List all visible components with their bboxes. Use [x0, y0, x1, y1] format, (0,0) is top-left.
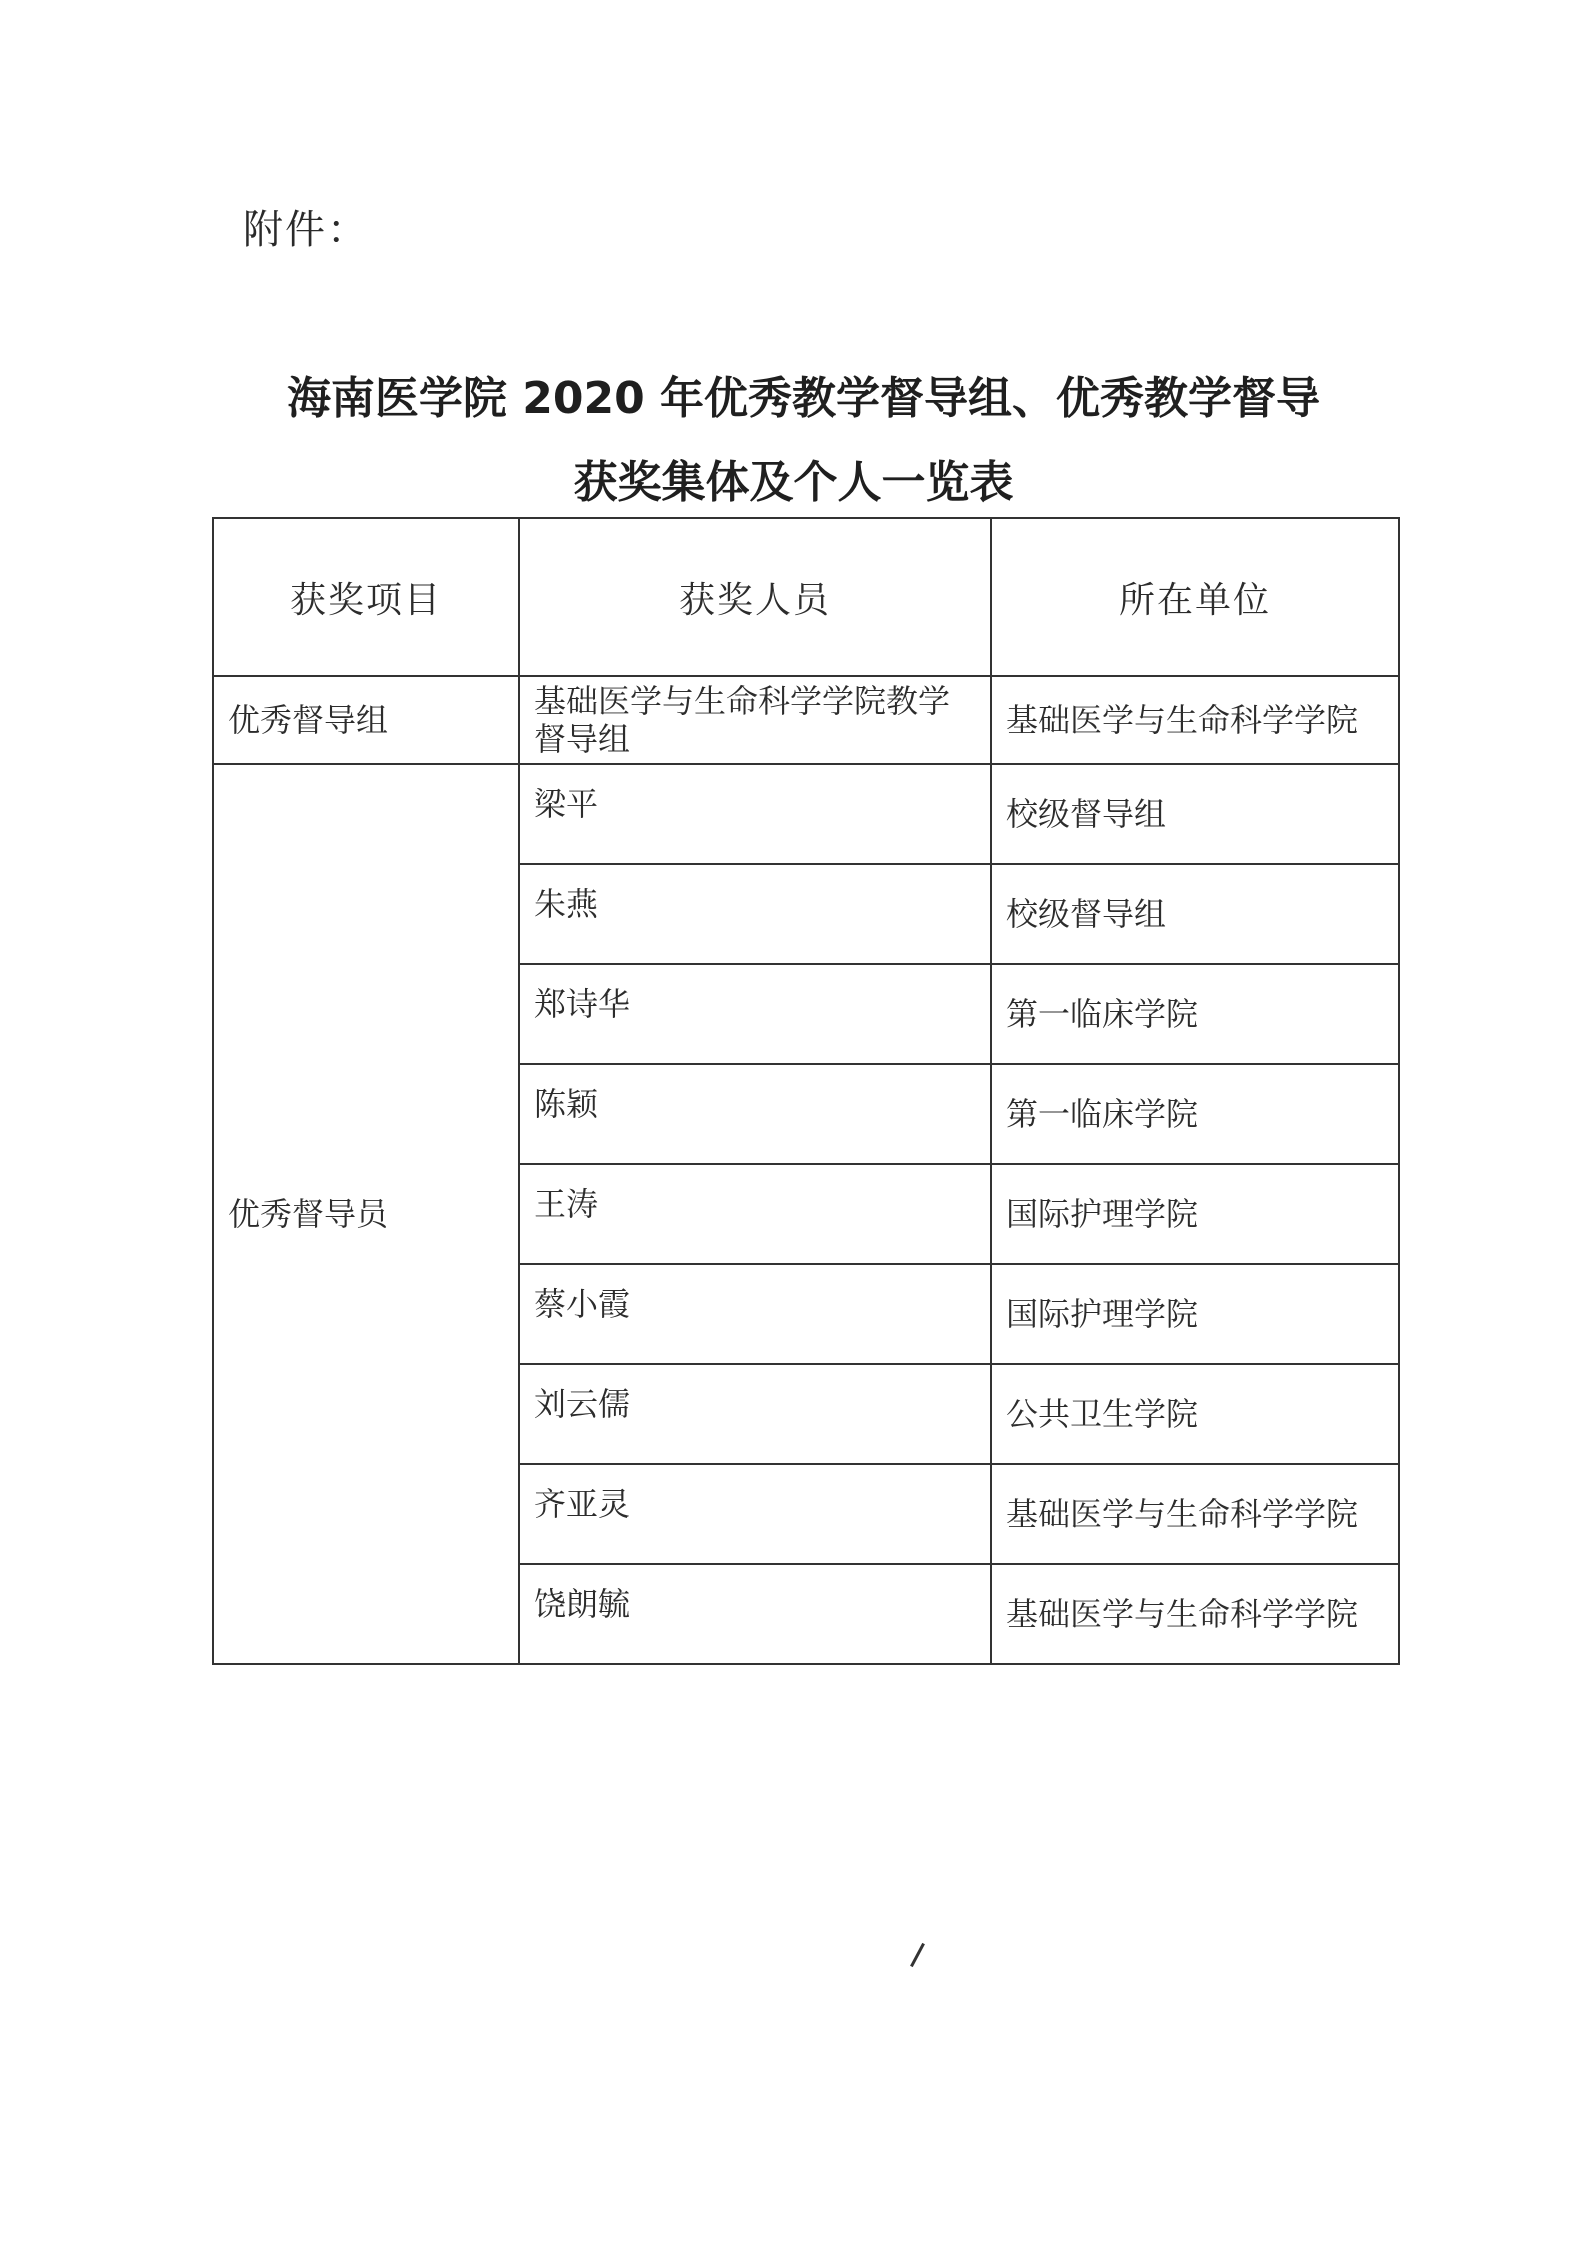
recipient-cell: 蔡小霞 — [519, 1264, 991, 1364]
scan-artifact-mark — [910, 1943, 925, 1967]
attachment-label: 附件： — [243, 207, 369, 253]
recipient-cell: 朱燕 — [519, 864, 991, 964]
award-table — [212, 517, 1400, 1665]
unit-cell: 基础医学与生命科学学院 — [991, 1564, 1399, 1664]
unit-cell: 国际护理学院 — [991, 1164, 1399, 1264]
recipient-cell: 王涛 — [519, 1164, 991, 1264]
unit-cell: 第一临床学院 — [991, 1064, 1399, 1164]
unit-cell: 校级督导组 — [991, 764, 1399, 864]
header-award-recipient: 获奖人员 — [519, 518, 991, 676]
recipient-cell: 陈颖 — [519, 1064, 991, 1164]
header-unit: 所在单位 — [991, 518, 1399, 676]
recipient-cell: 齐亚灵 — [519, 1464, 991, 1564]
table-header-row — [213, 518, 1399, 676]
unit-cell: 校级督导组 — [991, 864, 1399, 964]
unit-cell: 基础医学与生命科学学院 — [991, 1464, 1399, 1564]
award-category-cell: 优秀督导员 — [213, 764, 519, 1664]
recipient-cell: 郑诗华 — [519, 964, 991, 1064]
recipient-cell: 梁平 — [519, 764, 991, 864]
document-title-line-1: 海南医学院 2020 年优秀教学督导组、优秀教学督导 — [286, 373, 1321, 424]
recipient-cell: 基础医学与生命科学学院教学督导组 — [519, 676, 991, 764]
unit-cell: 基础医学与生命科学学院 — [991, 676, 1399, 764]
table-row — [213, 764, 1399, 864]
document-title-line-2: 获奖集体及个人一览表 — [573, 457, 1014, 508]
unit-cell: 公共卫生学院 — [991, 1364, 1399, 1464]
unit-cell: 国际护理学院 — [991, 1264, 1399, 1364]
recipient-cell: 刘云儒 — [519, 1364, 991, 1464]
header-award-category: 获奖项目 — [213, 518, 519, 676]
recipient-cell: 饶朗毓 — [519, 1564, 991, 1664]
unit-cell: 第一临床学院 — [991, 964, 1399, 1064]
table-row — [213, 676, 1399, 764]
award-category-cell: 优秀督导组 — [213, 676, 519, 764]
